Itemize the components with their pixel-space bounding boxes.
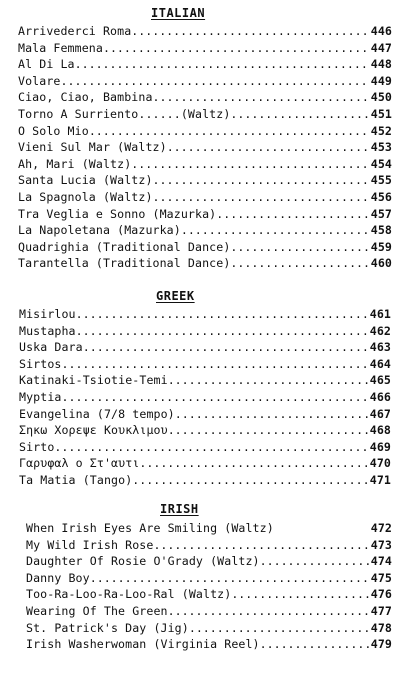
page-number: 451 (370, 106, 392, 121)
song-title: O Solo Mio (18, 123, 89, 138)
page-number: 468 (369, 423, 391, 438)
song-entry (26, 537, 392, 554)
page-number: 453 (370, 140, 392, 155)
song-entry (18, 123, 392, 140)
page-number: 463 (369, 340, 391, 355)
song-entry (19, 389, 391, 406)
song-entry (26, 570, 392, 587)
song-entry (19, 323, 391, 340)
page-number: 475 (370, 570, 392, 585)
song-entry (19, 422, 391, 439)
page-number: 459 (370, 239, 392, 254)
song-title: Mustapha (19, 323, 76, 338)
dot-leader (168, 422, 369, 439)
page-number: 462 (369, 323, 391, 338)
section-irish (26, 502, 392, 653)
song-title: Katinaki-Tsiotie-Temi (19, 373, 168, 388)
song-entry (19, 472, 391, 489)
section-heading-italian: ITALIAN (151, 6, 206, 20)
song-entry (19, 339, 391, 356)
page-number: 476 (370, 587, 392, 602)
page-number: 457 (370, 206, 392, 221)
section-heading-irish: IRISH (160, 502, 199, 516)
song-title: Misirlou (19, 307, 76, 321)
page-number: 455 (370, 173, 392, 188)
song-entry (19, 406, 391, 423)
song-entry (18, 255, 392, 272)
dot-leader (90, 570, 370, 587)
dot-leader (189, 620, 370, 637)
page-number: 479 (370, 637, 392, 652)
song-title: Ta Matia (Tango) (19, 472, 133, 487)
page-number: 456 (370, 189, 392, 204)
song-entry (18, 89, 392, 106)
dot-leader (61, 389, 368, 406)
song-entry (18, 239, 392, 256)
song-title: Myptia (19, 389, 62, 404)
dot-leader (230, 255, 369, 272)
song-title: Santa Lucia (Waltz) (18, 173, 153, 188)
song-title: Quadrighia (Traditional Dance) (18, 239, 231, 254)
song-title: Uska Dara (19, 340, 83, 355)
page-number: 452 (370, 123, 392, 138)
dot-leader (153, 172, 370, 189)
dot-leader (153, 189, 370, 206)
song-title: Arrivederci Roma (18, 24, 132, 38)
song-title: Vieni Sul Mar (Waltz) (18, 140, 167, 155)
page-number: 448 (370, 57, 392, 72)
dot-leader (75, 56, 370, 73)
dot-leader (83, 339, 369, 356)
section-italian (18, 6, 392, 272)
section-heading-greek: GREEK (156, 289, 195, 303)
dot-leader (131, 156, 369, 173)
page-number: 464 (369, 356, 391, 371)
song-title: Mala Femmena (18, 40, 103, 55)
song-entry (26, 603, 392, 620)
song-title: Evangelina (7/8 tempo) (19, 406, 175, 421)
song-entry (18, 206, 392, 223)
song-entry (18, 222, 392, 239)
page-number: 460 (370, 256, 392, 271)
dot-leader (167, 139, 370, 156)
song-title: La Napoletana (Mazurka) (18, 223, 181, 238)
page-number: 450 (370, 90, 392, 105)
song-title: Wearing Of The Green (26, 603, 168, 618)
song-entry (26, 620, 392, 637)
dot-leader (103, 40, 370, 57)
song-title: St. Patrick's Day (Jig) (26, 620, 189, 635)
page-number: 449 (370, 73, 392, 88)
song-title: Σηκω Χορεψε Κουκλιμου (19, 423, 168, 438)
section-greek (19, 289, 391, 489)
dot-leader (139, 455, 368, 472)
page-number: 447 (370, 40, 392, 55)
dot-leader (260, 553, 370, 570)
song-title: Ah, Mari (Waltz) (18, 156, 132, 171)
page-number: 458 (370, 223, 392, 238)
page-number: 465 (369, 373, 391, 388)
song-entry (18, 23, 392, 40)
song-title: Torno A Surriento......(Waltz) (18, 106, 231, 121)
song-entry (19, 455, 391, 472)
dot-leader (168, 603, 370, 620)
song-entry (26, 520, 392, 537)
song-title: My Wild Irish Rose (26, 537, 154, 552)
page-number: 461 (369, 307, 391, 321)
dot-leader (153, 537, 369, 554)
song-title: Al Di La (18, 57, 75, 72)
song-title: Ciao, Ciao, Bambina (18, 90, 153, 105)
song-title: Daughter Of Rosie O'Grady (Waltz) (26, 554, 260, 569)
dot-leader (153, 89, 370, 106)
page-number: 470 (369, 456, 391, 471)
dot-leader (260, 636, 370, 653)
song-title: Danny Boy (26, 570, 90, 585)
page-number: 454 (370, 156, 392, 171)
dot-leader (76, 306, 369, 323)
page-number: 478 (370, 620, 392, 635)
dot-leader (231, 586, 369, 603)
dot-leader (131, 23, 369, 40)
song-entry (18, 139, 392, 156)
song-entry (19, 356, 391, 373)
page-number: 469 (369, 439, 391, 454)
song-entry (18, 56, 392, 73)
song-entry (26, 636, 392, 653)
song-title: Tra Veglia e Sonno (Mazurka) (18, 206, 217, 221)
dot-leader (60, 73, 369, 90)
song-entry (26, 586, 392, 603)
dot-leader (61, 356, 368, 373)
page-number: 473 (370, 537, 392, 552)
page-number: 474 (370, 554, 392, 569)
song-title: Tarantella (Traditional Dance) (18, 256, 231, 271)
song-title: Sirto (19, 439, 55, 454)
entry-list-irish (26, 520, 392, 653)
dot-leader (168, 372, 369, 389)
page-number: 467 (369, 406, 391, 421)
dot-leader (132, 472, 368, 489)
song-entry (18, 73, 392, 90)
song-title: La Spagnola (Waltz) (18, 189, 153, 204)
page-number: 446 (370, 24, 392, 38)
entry-list-italian (18, 23, 392, 272)
song-entry (19, 306, 391, 323)
song-entry (18, 40, 392, 57)
dot-leader (230, 106, 369, 123)
song-entry (18, 189, 392, 206)
song-title: Irish Washerwoman (Virginia Reel) (26, 637, 260, 652)
song-entry (18, 156, 392, 173)
song-entry (18, 172, 392, 189)
page-number: 472 (370, 521, 392, 535)
dot-leader (89, 123, 370, 140)
dot-leader (181, 222, 370, 239)
song-title: Sirtos (19, 356, 62, 371)
page-number: 477 (370, 603, 392, 618)
song-title: Too-Ra-Loo-Ra-Loo-Ral (Waltz) (26, 587, 232, 602)
dot-leader (175, 406, 369, 423)
page-number: 471 (369, 472, 391, 487)
song-title: Volare (18, 73, 61, 88)
song-title: Γαρυφαλ ο Στ'αυτι (19, 456, 140, 471)
dot-leader (76, 323, 369, 340)
page-number: 466 (369, 389, 391, 404)
song-title: When Irish Eyes Are Smiling (Waltz) (26, 521, 274, 535)
song-entry (18, 106, 392, 123)
dot-leader (230, 239, 369, 256)
dot-leader (54, 439, 368, 456)
song-entry (26, 553, 392, 570)
dot-leader (216, 206, 370, 223)
song-entry (19, 372, 391, 389)
song-entry (19, 439, 391, 456)
entry-list-greek (19, 306, 391, 489)
